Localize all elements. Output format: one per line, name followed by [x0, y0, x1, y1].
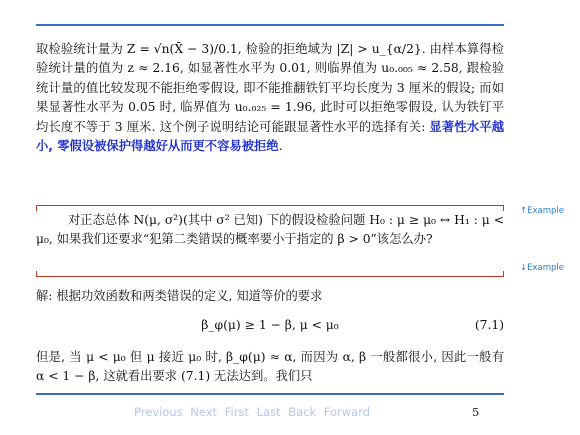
nav-previous-link[interactable]: Previous — [134, 405, 183, 419]
navigation-bar — [134, 405, 374, 419]
equation-number: (7.1) — [474, 318, 504, 332]
paragraph-conclusion: 但是, 当 μ < μ₀ 但 μ 接近 μ₀ 时, β_φ(μ) ≈ α, 而因为 α, β 一般都很小, 因此一般有 α < 1 − β, 这就看出要求 (7.1) 无法达到。我们只 — [36, 350, 504, 384]
solution-text: 解: 根据功效函数和两类错误的定义, 知道等价的要求 — [36, 289, 323, 303]
paragraph-1-end: . — [278, 139, 283, 154]
paragraph-1-emphasis: 显著性水平越小, 零假设被保护得越好从而更不容易被拒绝 — [36, 119, 504, 154]
nav-next-link[interactable]: Next — [190, 405, 218, 419]
example-text: 对正态总体 N(μ, σ²)(其中 σ² 已知) 下的假设检验问题 H₀ : μ ≥ μ₀ ↔ H₁ : μ < μ₀, 如果我们还要求“犯第二类错误的概率要小于指定的 β > 0”该怎么办? — [36, 213, 504, 247]
example-corner — [36, 271, 43, 277]
paragraph-test-statistic — [36, 40, 504, 156]
bottom-rule — [36, 393, 504, 395]
nav-forward-link[interactable]: Forward — [323, 405, 371, 419]
paragraph-1-text: 取检验统计量为 Z = √n(X̄ − 3)/0.1, 检验的拒绝域为 |Z| > u_{α/2}. 由样本算得检验统计量的值为 z ≈ 2.16, 如显著性水平为 0.01, 则临界值为 u₀.₀₀₅ ≈ 2.58, 跟检验统计量的值比较发现不能拒绝零假设, 即不能推翻铁钉平均长度为 3 厘米的假设; 而如果显著性水平为 0.05 时, 临界值为 u₀.₀₂₅ = 1.96, 此时可以拒绝零假设, 认为铁钉平均长度不等于 3 厘米. 这个例子说明结论可能跟显著性水平的选择有关: — [36, 42, 504, 134]
page-number: 5 — [472, 405, 480, 419]
example-down-link[interactable]: ↓Example — [520, 263, 564, 273]
nav-last-link[interactable]: Last — [256, 405, 281, 419]
example-corner — [497, 271, 504, 277]
example-box — [36, 205, 504, 277]
equation-7-1 — [36, 318, 504, 338]
top-rule — [36, 24, 504, 26]
example-up-link[interactable]: ↑Example — [520, 206, 564, 216]
nav-first-link[interactable]: First — [224, 405, 249, 419]
equation-body: β_φ(μ) ≥ 1 − β, μ < μ₀ — [201, 318, 339, 332]
nav-back-link[interactable]: Back — [288, 405, 317, 419]
